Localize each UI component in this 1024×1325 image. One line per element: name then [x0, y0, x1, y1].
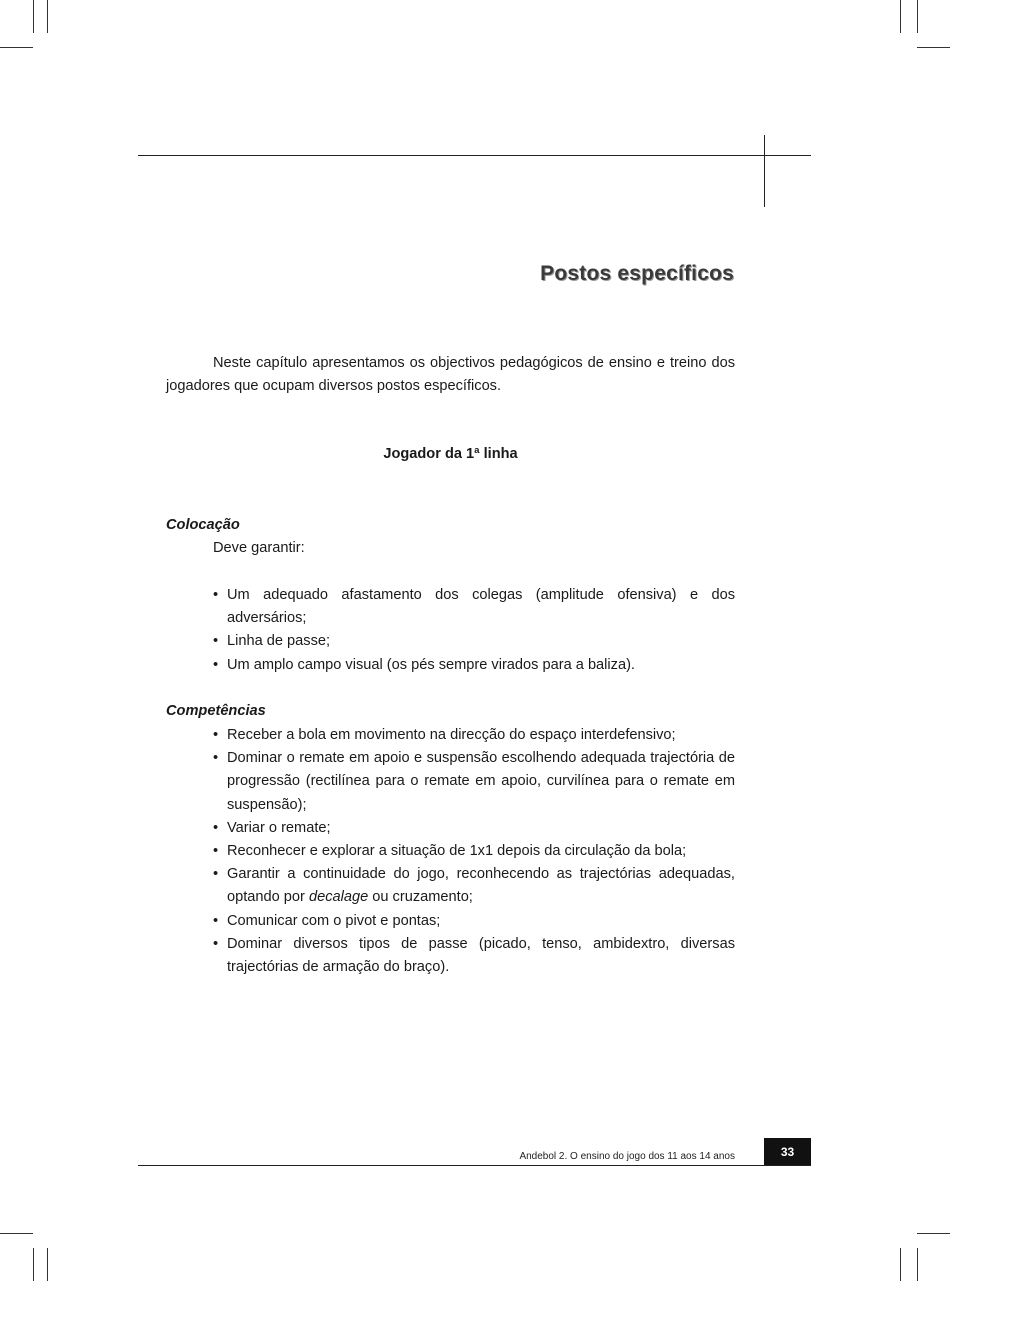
crop-mark [917, 47, 950, 48]
list-item [213, 724, 735, 747]
list-item [213, 747, 735, 817]
bullet: • [213, 819, 219, 836]
list-item [213, 910, 735, 933]
crop-mark [900, 1248, 901, 1281]
list-item-text: Um adequado afastamento dos colegas (amplitude ofensiva) e dos adversários; [227, 587, 735, 627]
crop-mark [917, 0, 918, 33]
list-item [213, 840, 735, 863]
section-heading-competencias: Competências [166, 703, 266, 719]
crop-mark [917, 1233, 950, 1234]
list-item-text: Linha de passe; [227, 633, 331, 650]
list-item-text-italic: decalage [308, 889, 369, 906]
crop-mark [0, 47, 33, 48]
competencias-list [213, 724, 735, 979]
bullet: • [213, 587, 219, 603]
header-marker [764, 135, 765, 207]
subheading: Jogador da 1ª linha [383, 446, 518, 462]
bullet: • [213, 935, 219, 952]
crop-mark [917, 1248, 918, 1281]
footer-rule [138, 1165, 811, 1166]
list-item-text-after: ou cruzamento; [368, 889, 473, 906]
list-item-text: Um amplo campo visual (os pés sempre virados para a baliza). [227, 656, 635, 673]
bullet: • [213, 750, 219, 767]
page-number: 33 [764, 1138, 811, 1165]
intro-paragraph [166, 352, 735, 398]
list-item [213, 863, 735, 909]
list-item [213, 654, 735, 677]
crop-mark [33, 0, 34, 33]
bullet: • [213, 843, 219, 860]
list-item-text: Dominar o remate em apoio e suspensão escolhendo adequada trajectória de progressão (rectilínea para o remate em apoio, curvilínea para o remate em suspensão); [227, 750, 735, 813]
list-item-text: Dominar diversos tipos de passe (picado, tenso, ambidextro, diversas trajectórias de armação do braço). [227, 935, 735, 976]
colocacao-lead: Deve garantir: [213, 540, 305, 556]
bullet: • [213, 633, 219, 650]
list-item-text: Comunicar com o pivot e pontas; [227, 912, 441, 929]
list-item-text [227, 866, 735, 905]
intro-text: Neste capítulo apresentamos os objectivos pedagógicos de ensino e treino dos jogadores que ocupam diversos postos específicos. [166, 355, 735, 394]
list-item-text-before: Garantir a continuidade do jogo, reconhecendo as trajectórias adequadas, optando por [227, 866, 735, 906]
crop-mark [900, 0, 901, 33]
list-item-text: Reconhecer e explorar a situação de 1x1 depois da circulação da bola; [227, 843, 687, 860]
list-item-text: Variar o remate; [227, 819, 331, 836]
footer-book-title: Andebol 2. O ensino do jogo dos 11 aos 14 anos [519, 1151, 735, 1162]
colocacao-list [213, 584, 735, 677]
list-item [213, 630, 735, 653]
bullet: • [213, 727, 219, 743]
section-heading-colocacao: Colocação [166, 517, 240, 533]
list-item-text: Receber a bola em movimento na direcção do espaço interdefensivo; [227, 727, 676, 743]
header-rule [138, 155, 811, 156]
list-item [213, 584, 735, 630]
list-item [213, 817, 735, 840]
list-item [213, 933, 735, 979]
crop-mark [0, 1233, 33, 1234]
bullet: • [213, 866, 219, 883]
bullet: • [213, 656, 219, 673]
crop-mark [47, 1248, 48, 1281]
crop-mark [33, 1248, 34, 1281]
bullet: • [213, 912, 219, 929]
page-title: Postos específicos [540, 262, 734, 285]
crop-mark [47, 0, 48, 33]
